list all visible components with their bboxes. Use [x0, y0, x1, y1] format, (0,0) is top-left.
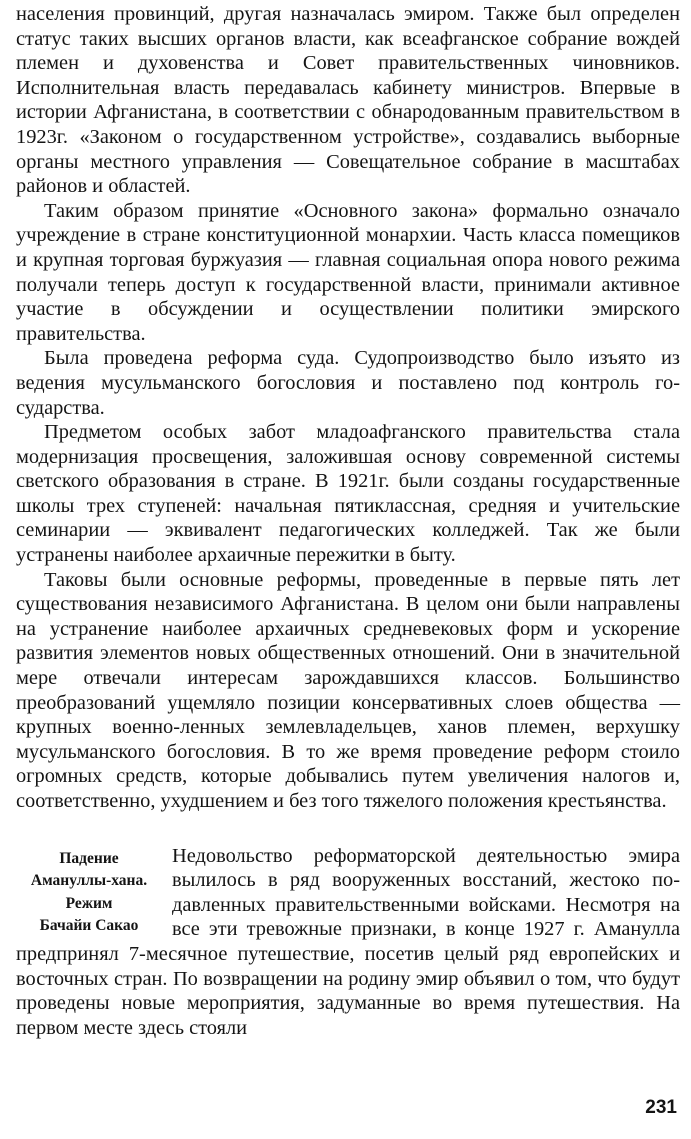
- paragraph-2: Таким образом принятие «Основного закона» формально означало учреждение в стране конституционной монархии. Часть класса помещиков и крупная торговая буржуазия — главная социальная опора нового режима получали теперь доступ к государственной власти, принимали активное участие в обсуждении и осуществлении политики эмирского правительства.: [16, 199, 680, 345]
- side-heading-line: Режим: [65, 894, 113, 912]
- side-heading-line: Падение: [59, 849, 119, 867]
- side-heading-line: Амануллы-хана.: [30, 872, 148, 890]
- paragraph-5: Таковы были основные реформы, проведенные в первые пять лет существования независимого Афганистана. В целом они были направлены на устранение наиболее архаичных средневековых форм и ускорение развития элементов новых общественных отношений. Они в значительной мере отвечали интересам зарождавшихся классов. Большинство преобразований ущемляло позиции консервативных слоев общества — крупных военно-ленных землевладельцев, ханов племен, верхушку мусульманского богословия. В то же время проведение реформ стоило огромных средств, которые добывались путем увеличения налогов и, соответственно, ухудшением и без того тяжелого положения крестьянства.: [16, 568, 680, 812]
- paragraph-1: населения провинций, другая назначалась эмиром. Также был определен статус таких высших органов власти, как всеафганское собрание вождей племен и духовенства и Совет правительственных чиновников. Исполнительная власть передавалась кабинету министров. Впервые в истории Афганистана, в соответствии с обнародованным правительством в 1923г. «Законом о государственном устройстве», создавались выборные органы местного управления — Совещательное собрание в масштабах районов и областей.: [16, 3, 680, 198]
- page-number: 231: [645, 1097, 677, 1118]
- side-heading-line: Бачайи Сакао: [39, 917, 139, 935]
- paragraph-3: Была проведена реформа суда. Судопроизводство было изъято из ведения мусульманского богословия и поставлено под контроль государства.: [16, 347, 680, 419]
- section-paragraph: Недовольство реформаторской деятельностью эмира вылилось в ряд вооруженных восстаний, жестоко подавленных правительственными войсками. Несмотря на все эти тревожные признаки, в конце 1927 г. Аманулла предпринял 7-месячное путешествие, посетив целый ряд европейских и восточных стран. По возвращении на родину эмир объявил о том, что будут проведены новые мероприятия, задуманные во время путешествия. На первом месте здесь стояли: [16, 844, 680, 1039]
- book-page: [16, 2, 680, 1040]
- paragraph-4: Предметом особых забот младоафганского правительства стала модернизация просвещения, заложившая основу современной системы светского образования в стране. В 1921г. были созданы государственные школы трех ступеней: начальная пятиклассная, средняя и учительские семинарии — эквивалент педагогических колледжей. Так же были устранены наиболее архаичные пережитки в быту.: [16, 421, 680, 567]
- section-side-heading: [14, 848, 164, 938]
- section-aman-ullah-fall: [16, 844, 680, 1041]
